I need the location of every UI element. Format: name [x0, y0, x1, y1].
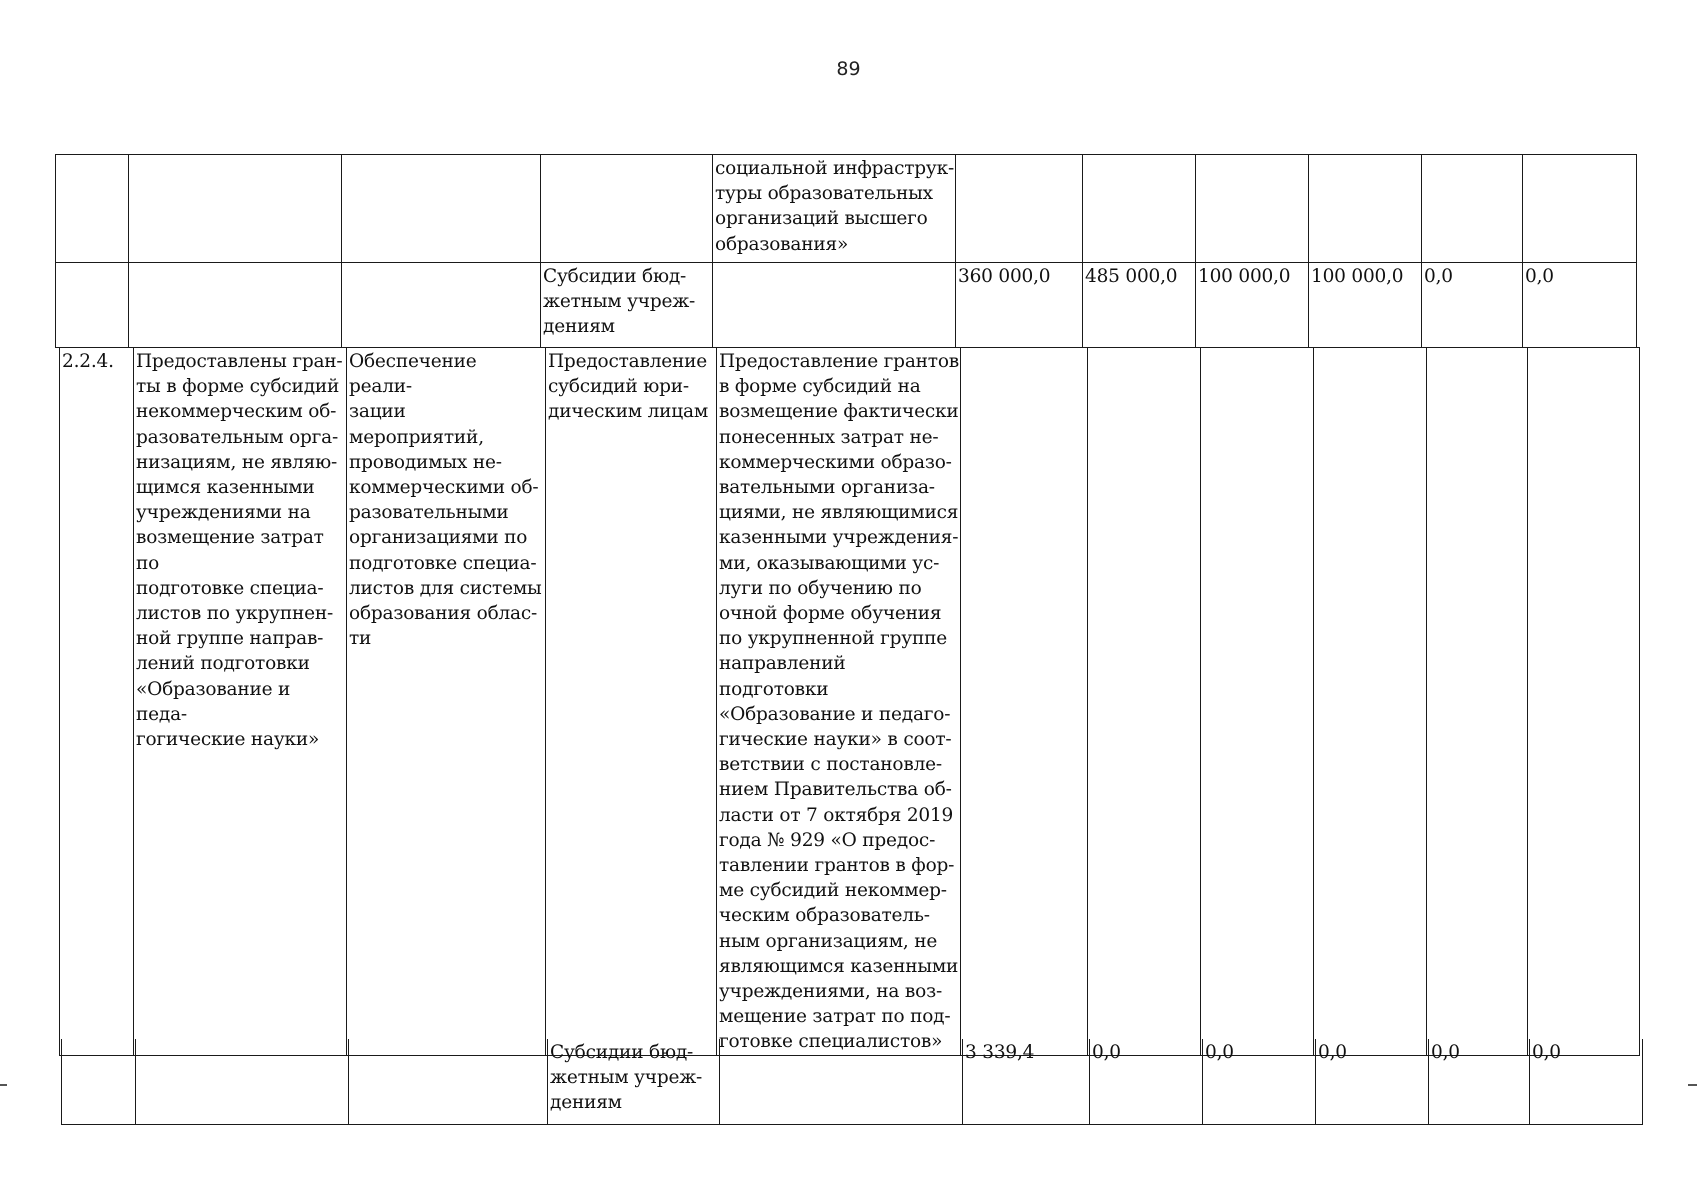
- cell-value: [1309, 155, 1422, 263]
- cell-value: [1528, 348, 1640, 1056]
- budget-table-item: [59, 347, 1640, 1056]
- cell-basis: [720, 1039, 963, 1124]
- cell-value: 0,0: [1090, 1039, 1203, 1124]
- cell-basis: [713, 263, 956, 348]
- cell-result: [134, 348, 347, 1056]
- cell-mechanism: [546, 348, 717, 1056]
- cell-result: [136, 1039, 349, 1124]
- cell-value: 100 000,0: [1196, 263, 1309, 348]
- cell-value: [956, 155, 1083, 263]
- cell-value: [1083, 155, 1196, 263]
- cell-value: 0,0: [1316, 1039, 1429, 1124]
- cell-value: 0,0: [1523, 263, 1637, 348]
- cell-task: [349, 1039, 548, 1124]
- cell-number: [56, 263, 129, 348]
- cell-value: [1523, 155, 1637, 263]
- cell-basis: [713, 155, 956, 263]
- cell-task: [342, 263, 541, 348]
- scan-mark: [0, 1084, 7, 1086]
- cell-value: [1088, 348, 1201, 1056]
- type-text: Субсидии бюд- жетным учреж- дениям: [543, 266, 696, 338]
- cell-value: 485 000,0: [1083, 263, 1196, 348]
- cell-value: 0,0: [1429, 1039, 1530, 1124]
- cell-value: 0,0: [1422, 263, 1523, 348]
- result-text: Предоставлены гран- ты в форме субсидий некоммерческим об- разовательным орга- низациям, не являю- щимся казенными учреждениями на возмещение затрат по подготовке специа- листов по укрупнен- ной группе направ- лений подготовки «Образование и педа- гогические науки»: [136, 351, 343, 751]
- mechanism-text: Предоставление субсидий юри- дическим лицам: [548, 351, 709, 423]
- basis-text: социальной инфраструк- туры образовательных организаций высшего образования»: [715, 158, 955, 255]
- table-row: [56, 263, 1637, 348]
- cell-number: [56, 155, 129, 263]
- scan-mark: [1688, 1084, 1697, 1086]
- type-text: Субсидии бюд- жетным учреж- дениям: [550, 1042, 703, 1114]
- cell-value: 0,0: [1530, 1039, 1643, 1124]
- cell-value: [1422, 155, 1523, 263]
- page-number: 89: [836, 58, 861, 80]
- cell-result: [129, 155, 342, 263]
- table-row: [60, 348, 1640, 1056]
- cell-task: [347, 348, 546, 1056]
- cell-type: [541, 263, 713, 348]
- cell-value: 0,0: [1203, 1039, 1316, 1124]
- cell-type: [548, 1039, 720, 1124]
- cell-value: [961, 348, 1088, 1056]
- budget-table-continuation: [55, 154, 1637, 348]
- cell-value: 100 000,0: [1309, 263, 1422, 348]
- cell-value: 360 000,0: [956, 263, 1083, 348]
- cell-value: 3 339,4: [963, 1039, 1090, 1124]
- cell-value: [1427, 348, 1528, 1056]
- cell-value: [1201, 348, 1314, 1056]
- cell-result: [129, 263, 342, 348]
- cell-mechanism: [541, 155, 713, 263]
- task-text: Обеспечение реали- зации мероприятий, проводимых не- коммерческими об- разовательными организациями по подготовке специа- листов для системы образования облас- ти: [349, 351, 542, 650]
- cell-basis: [717, 348, 961, 1056]
- cell-number: [62, 1039, 136, 1124]
- cell-value: [1196, 155, 1309, 263]
- cell-number: 2.2.4.: [60, 348, 134, 1056]
- cell-task: [342, 155, 541, 263]
- table-row: [56, 155, 1637, 263]
- cell-value: [1314, 348, 1427, 1056]
- table-row: [62, 1039, 1643, 1124]
- basis-text: Предоставление грантов в форме субсидий на возмещение фактически понесенных затрат не- коммерческими образо- вательными организа- циями, не являющимися казенными учреждения- ми, оказывающими ус- луги по обучению по очной форме обучения по укрупненной группе направлений подготовки «Образование и педаго- гические науки» в соот- ветствии с постановле- нием Правительства об- ласти от 7 октября 2019 года № 929 «О предос- тавлении грантов в фор- ме субсидий некоммер- ческим образователь- ным организациям, не являющимся казенными учреждениями, на воз- мещение затрат по под- готовке специалистов»: [719, 351, 959, 1053]
- budget-table-subsidy: [61, 1039, 1643, 1125]
